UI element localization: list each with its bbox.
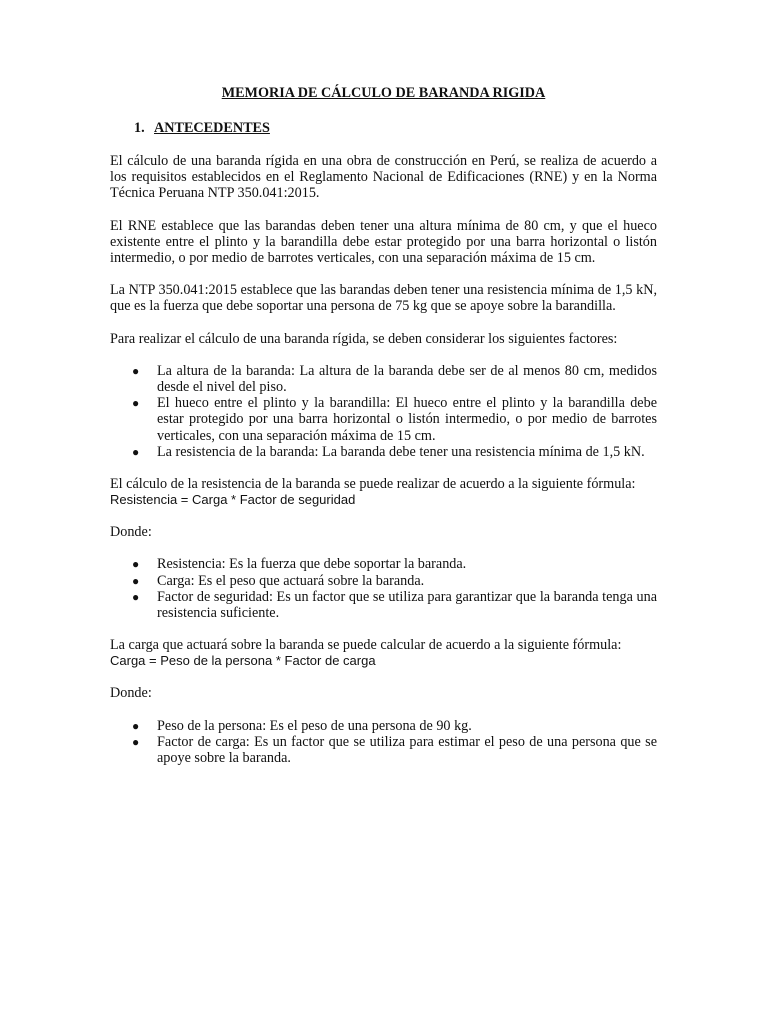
list-item-text: El hueco entre el plinto y la barandilla: El hueco entre el plinto y la barandilla debe estar protegido por una barra horizontal o listón intermedio, o por medio de barrotes verticales, con una separación máxima de 15 cm. xyxy=(157,395,657,444)
paragraph-intro: El cálculo de una baranda rígida en una obra de construcción en Perú, se realiza de acuerdo a los requisitos establecidos en el Reglamento Nacional de Edificaciones (RNE) y en la Norma Técnica Peruana NTP 350.041:2015. xyxy=(110,153,657,202)
list-item xyxy=(110,718,657,734)
factors-list xyxy=(110,363,657,460)
paragraph-rne: El RNE establece que las barandas deben tener una altura mínima de 80 cm, y que el hueco existente entre el plinto y la barandilla debe estar protegido por una barra horizontal o listón intermedio, o por medio de barrotes verticales, con una separación máxima de 15 cm. xyxy=(110,217,657,267)
paragraph-donde: Donde: xyxy=(110,685,152,702)
section-heading xyxy=(110,119,657,137)
bullet-icon: ● xyxy=(132,734,140,749)
paragraph-load-formula-intro: La carga que actuará sobre la baranda se puede calcular de acuerdo a la siguiente fórmula: xyxy=(110,637,622,654)
section-title: ANTECEDENTES xyxy=(154,120,270,136)
list-item xyxy=(110,556,657,572)
bullet-icon: ● xyxy=(132,573,140,588)
bullet-icon: ● xyxy=(132,589,140,604)
formula-load: Carga = Peso de la persona * Factor de carga xyxy=(110,653,376,669)
list-item-text: Carga: Es el peso que actuará sobre la baranda. xyxy=(157,572,425,589)
bullet-icon: ● xyxy=(132,363,140,378)
bullet-icon: ● xyxy=(132,396,140,411)
definitions-list-1 xyxy=(110,556,657,621)
definitions-list-2 xyxy=(110,718,657,767)
list-item-text: Peso de la persona: Es el peso de una persona de 90 kg. xyxy=(157,717,472,734)
section-number: 1. xyxy=(134,120,145,136)
list-item-text: Resistencia: Es la fuerza que debe soportar la baranda. xyxy=(157,556,467,573)
list-item-text: La altura de la baranda: La altura de la baranda debe ser de al menos 80 cm, medidos desde el nivel del piso. xyxy=(157,362,657,396)
list-item xyxy=(110,734,657,766)
list-item-text: La resistencia de la baranda: La baranda debe tener una resistencia mínima de 1,5 kN. xyxy=(157,443,645,460)
list-item xyxy=(110,573,657,589)
paragraph-ntp: La NTP 350.041:2015 establece que las barandas deben tener una resistencia mínima de 1,5 kN, que es la fuerza que debe soportar una persona de 75 kg que se apoye sobre la barandilla. xyxy=(110,282,657,315)
formula-resistance: Resistencia = Carga * Factor de seguridad xyxy=(110,492,356,508)
list-item xyxy=(110,395,657,444)
list-item-text: Factor de carga: Es un factor que se utiliza para estimar el peso de una persona que se apoye sobre la baranda. xyxy=(157,733,657,767)
bullet-icon: ● xyxy=(132,718,140,733)
document-title: MEMORIA DE CÁLCULO DE BARANDA RIGIDA xyxy=(221,85,546,101)
paragraph-factors-intro: Para realizar el cálculo de una baranda rígida, se deben considerar los siguientes factores: xyxy=(110,330,618,347)
paragraph-donde: Donde: xyxy=(110,524,152,541)
document-body xyxy=(110,84,657,766)
list-item xyxy=(110,444,657,460)
list-item-text: Factor de seguridad: Es un factor que se utiliza para garantizar que la baranda tenga una resistencia suficiente. xyxy=(157,588,657,622)
bullet-icon: ● xyxy=(132,444,140,459)
list-item xyxy=(110,363,657,395)
paragraph-resistance-formula-intro: El cálculo de la resistencia de la baranda se puede realizar de acuerdo a la siguiente fórmula: xyxy=(110,476,636,493)
bullet-icon: ● xyxy=(132,557,140,572)
list-item xyxy=(110,589,657,621)
